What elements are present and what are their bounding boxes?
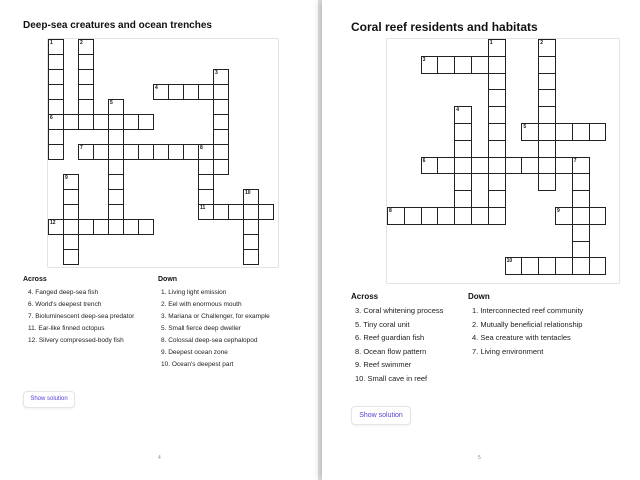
crossword-cell[interactable]	[63, 204, 79, 220]
across-clue[interactable]: 7. Bioluminescent deep-sea predator	[28, 313, 135, 320]
crossword-cell[interactable]	[521, 257, 539, 275]
crossword-cell[interactable]	[538, 173, 556, 191]
down-clue[interactable]: 2. Eel with enormous mouth	[161, 301, 242, 308]
show-solution-button[interactable]: Show solution	[351, 406, 411, 425]
clue-number: 7	[80, 145, 83, 151]
crossword-cell[interactable]	[471, 157, 489, 175]
crossword-cell[interactable]	[48, 144, 64, 160]
clue-number: 11	[200, 205, 206, 211]
crossword-cell[interactable]	[589, 257, 607, 275]
crossword-cell[interactable]	[183, 84, 199, 100]
across-clue[interactable]: 8. Ocean flow pattern	[355, 346, 427, 356]
puzzle-page-deep-sea	[0, 0, 318, 480]
crossword-cell[interactable]	[93, 144, 109, 160]
crossword-cell[interactable]	[93, 114, 109, 130]
crossword-cell[interactable]	[538, 257, 556, 275]
across-clue[interactable]: 6. Reef guardian fish	[355, 333, 425, 342]
crossword-cell[interactable]	[589, 207, 607, 225]
down-clue[interactable]: 1. Living light emission	[161, 289, 227, 296]
clue-number: 1	[50, 40, 53, 46]
crossword-cell[interactable]	[108, 219, 124, 235]
crossword-cell[interactable]	[198, 144, 214, 160]
crossword-cell[interactable]	[108, 99, 124, 115]
crossword-cell[interactable]	[387, 207, 405, 225]
crossword-cell[interactable]	[198, 159, 214, 175]
clue-number: 6	[50, 115, 53, 121]
across-clue[interactable]: 3. Coral whitening process	[355, 306, 444, 315]
clue-number: 3	[215, 70, 218, 76]
crossword-grid	[47, 38, 279, 268]
crossword-cell[interactable]	[555, 157, 573, 175]
crossword-cell[interactable]	[488, 89, 506, 107]
crossword-cell[interactable]	[213, 129, 229, 145]
crossword-cell[interactable]	[63, 234, 79, 250]
crossword-cell[interactable]	[108, 159, 124, 175]
crossword-cell[interactable]	[572, 257, 590, 275]
crossword-grid	[386, 38, 620, 284]
crossword-cell[interactable]	[258, 204, 274, 220]
crossword-cell[interactable]	[78, 99, 94, 115]
crossword-cell[interactable]	[488, 173, 506, 191]
crossword-cell[interactable]	[93, 219, 109, 235]
crossword-cell[interactable]	[421, 157, 439, 175]
down-clue[interactable]: 3. Mariana or Challenger, for example	[161, 313, 270, 320]
crossword-cell[interactable]	[505, 157, 523, 175]
clue-number: 5	[110, 100, 113, 106]
crossword-cell[interactable]	[471, 207, 489, 225]
crossword-cell[interactable]	[488, 106, 506, 124]
clue-number: 9	[65, 175, 68, 181]
crossword-cell[interactable]	[454, 190, 472, 208]
crossword-cell[interactable]	[123, 219, 139, 235]
crossword-cell[interactable]	[48, 69, 64, 85]
clue-number: 4	[155, 85, 158, 91]
crossword-cell[interactable]	[572, 123, 590, 141]
clue-number: 2	[540, 40, 543, 46]
crossword-cell[interactable]	[572, 241, 590, 259]
crossword-cell[interactable]	[63, 174, 79, 190]
crossword-cell[interactable]	[48, 84, 64, 100]
crossword-cell[interactable]	[437, 56, 455, 74]
crossword-cell[interactable]	[198, 174, 214, 190]
down-clue-list	[161, 287, 270, 371]
crossword-cell[interactable]	[488, 207, 506, 225]
crossword-cell[interactable]	[138, 114, 154, 130]
crossword-cell[interactable]	[505, 257, 523, 275]
crossword-cell[interactable]	[153, 84, 169, 100]
crossword-cell[interactable]	[108, 144, 124, 160]
crossword-cell[interactable]	[572, 173, 590, 191]
crossword-cell[interactable]	[213, 204, 229, 220]
crossword-cell[interactable]	[78, 144, 94, 160]
crossword-cell[interactable]	[555, 257, 573, 275]
crossword-cell[interactable]	[538, 73, 556, 91]
clue-number: 9	[557, 208, 560, 214]
crossword-cell[interactable]	[488, 140, 506, 158]
crossword-cell[interactable]	[123, 114, 139, 130]
crossword-cell[interactable]	[213, 144, 229, 160]
crossword-cell[interactable]	[108, 129, 124, 145]
crossword-cell[interactable]	[488, 73, 506, 91]
down-heading: Down	[468, 292, 490, 301]
crossword-cell[interactable]	[153, 144, 169, 160]
crossword-cell[interactable]	[572, 224, 590, 242]
crossword-cell[interactable]	[454, 173, 472, 191]
clue-number: 10	[506, 258, 513, 265]
crossword-cell[interactable]	[572, 157, 590, 175]
crossword-cell[interactable]	[538, 106, 556, 124]
crossword-cell[interactable]	[48, 39, 64, 55]
page-number: 5	[478, 455, 481, 461]
show-solution-button[interactable]: Show solution	[23, 391, 75, 408]
crossword-cell[interactable]	[123, 144, 139, 160]
crossword-cell[interactable]	[213, 99, 229, 115]
down-clue[interactable]: 9. Deepest ocean zone	[161, 349, 228, 356]
puzzle-page-coral-reef	[322, 0, 640, 480]
crossword-cell[interactable]	[48, 129, 64, 145]
across-clue[interactable]: 11. Ear-like finned octopus	[28, 325, 105, 332]
crossword-cell[interactable]	[213, 114, 229, 130]
clue-number: 5	[523, 124, 527, 130]
crossword-cell[interactable]	[589, 123, 607, 141]
crossword-cell[interactable]	[198, 189, 214, 205]
crossword-cell[interactable]	[63, 114, 79, 130]
page-number: 4	[158, 455, 161, 461]
crossword-cell[interactable]	[198, 204, 214, 220]
crossword-cell[interactable]	[243, 234, 259, 250]
across-clue[interactable]: 9. Reef swimmer	[355, 360, 412, 369]
crossword-cell[interactable]	[228, 204, 244, 220]
crossword-cell[interactable]	[243, 189, 259, 205]
crossword-cell[interactable]	[78, 114, 94, 130]
clue-number: 8	[200, 145, 203, 151]
crossword-cell[interactable]	[538, 140, 556, 158]
down-clue-list	[472, 304, 583, 358]
page-title: Coral reef residents and habitats	[351, 20, 538, 34]
clue-number: 1	[489, 40, 493, 46]
across-clue[interactable]: 10. Small cave in reef	[355, 373, 428, 383]
crossword-cell[interactable]	[538, 123, 556, 141]
crossword-cell[interactable]	[488, 157, 506, 175]
crossword-cell[interactable]	[538, 89, 556, 107]
crossword-cell[interactable]	[437, 157, 455, 175]
crossword-cell[interactable]	[488, 39, 506, 57]
crossword-cell[interactable]	[63, 249, 79, 265]
crossword-cell[interactable]	[138, 219, 154, 235]
clue-number: 7	[573, 157, 577, 164]
crossword-cell[interactable]	[243, 204, 259, 220]
crossword-cell[interactable]	[421, 56, 439, 74]
across-clue[interactable]: 5. Tiny coral unit	[355, 319, 410, 329]
crossword-cell[interactable]	[213, 159, 229, 175]
crossword-cell[interactable]	[168, 144, 184, 160]
down-clue[interactable]: 2. Mutually beneficial relationship	[472, 319, 583, 329]
clue-number: 4	[456, 107, 459, 114]
down-clue[interactable]: 4. Sea creature with tentacles	[472, 333, 571, 342]
crossword-cell[interactable]	[521, 123, 539, 141]
crossword-cell[interactable]	[108, 204, 124, 220]
crossword-cell[interactable]	[572, 190, 590, 208]
crossword-cell[interactable]	[488, 123, 506, 141]
clue-number: 12	[50, 220, 56, 226]
crossword-cell[interactable]	[108, 189, 124, 205]
clue-number: 2	[80, 40, 83, 46]
crossword-cell[interactable]	[538, 39, 556, 57]
crossword-cell[interactable]	[471, 56, 489, 74]
crossword-cell[interactable]	[421, 207, 439, 225]
across-heading: Across	[23, 276, 47, 283]
crossword-cell[interactable]	[538, 56, 556, 74]
crossword-cell[interactable]	[454, 123, 472, 141]
crossword-cell[interactable]	[538, 157, 556, 175]
clue-number: 10	[245, 190, 251, 196]
crossword-cell[interactable]	[78, 84, 94, 100]
crossword-cell[interactable]	[183, 144, 199, 160]
crossword-cell[interactable]	[454, 140, 472, 158]
clue-number: 8	[389, 208, 392, 214]
crossword-cell[interactable]	[454, 207, 472, 225]
crossword-cell[interactable]	[243, 249, 259, 265]
down-clue[interactable]: 10. Ocean's deepest part	[161, 361, 234, 368]
crossword-cell[interactable]	[555, 123, 573, 141]
crossword-cell[interactable]	[404, 207, 422, 225]
crossword-cell[interactable]	[454, 56, 472, 74]
across-clue[interactable]: 12. Silvery compressed-body fish	[28, 337, 124, 344]
page-title: Deep-sea creatures and ocean trenches	[23, 20, 212, 31]
crossword-cell[interactable]	[48, 114, 64, 130]
crossword-cell[interactable]	[454, 157, 472, 175]
crossword-cell[interactable]	[48, 99, 64, 115]
across-clue-list	[28, 287, 134, 347]
crossword-cell[interactable]	[78, 69, 94, 85]
down-clue[interactable]: 8. Colossal deep-sea cephalopod	[161, 337, 258, 344]
crossword-cell[interactable]	[198, 84, 214, 100]
crossword-cell[interactable]	[78, 219, 94, 235]
across-clue[interactable]: 6. World's deepest trench	[28, 301, 102, 308]
crossword-cell[interactable]	[78, 54, 94, 70]
across-clue-list	[355, 304, 443, 385]
crossword-cell[interactable]	[108, 174, 124, 190]
crossword-cell[interactable]	[488, 56, 506, 74]
down-clue[interactable]: 7. Living environment	[472, 346, 544, 356]
crossword-cell[interactable]	[63, 189, 79, 205]
crossword-cell[interactable]	[48, 54, 64, 70]
down-heading: Down	[158, 276, 178, 283]
down-clue[interactable]: 1. Interconnected reef community	[472, 306, 584, 315]
crossword-cell[interactable]	[213, 69, 229, 85]
across-heading: Across	[351, 292, 379, 301]
crossword-cell[interactable]	[78, 39, 94, 55]
crossword-cell[interactable]	[168, 84, 184, 100]
crossword-cell[interactable]	[437, 207, 455, 225]
across-clue[interactable]: 4. Fanged deep-sea fish	[28, 289, 99, 296]
crossword-cell[interactable]	[572, 207, 590, 225]
crossword-cell[interactable]	[521, 157, 539, 175]
crossword-cell[interactable]	[63, 219, 79, 235]
crossword-cell[interactable]	[108, 114, 124, 130]
crossword-cell[interactable]	[213, 84, 229, 100]
crossword-cell[interactable]	[454, 106, 472, 124]
crossword-cell[interactable]	[138, 144, 154, 160]
crossword-cell[interactable]	[243, 219, 259, 235]
clue-number: 3	[422, 56, 426, 63]
crossword-cell[interactable]	[48, 219, 64, 235]
crossword-cell[interactable]	[555, 207, 573, 225]
crossword-cell[interactable]	[488, 190, 506, 208]
clue-number: 6	[422, 157, 426, 164]
down-clue[interactable]: 5. Small fierce deep dweller	[161, 325, 241, 332]
